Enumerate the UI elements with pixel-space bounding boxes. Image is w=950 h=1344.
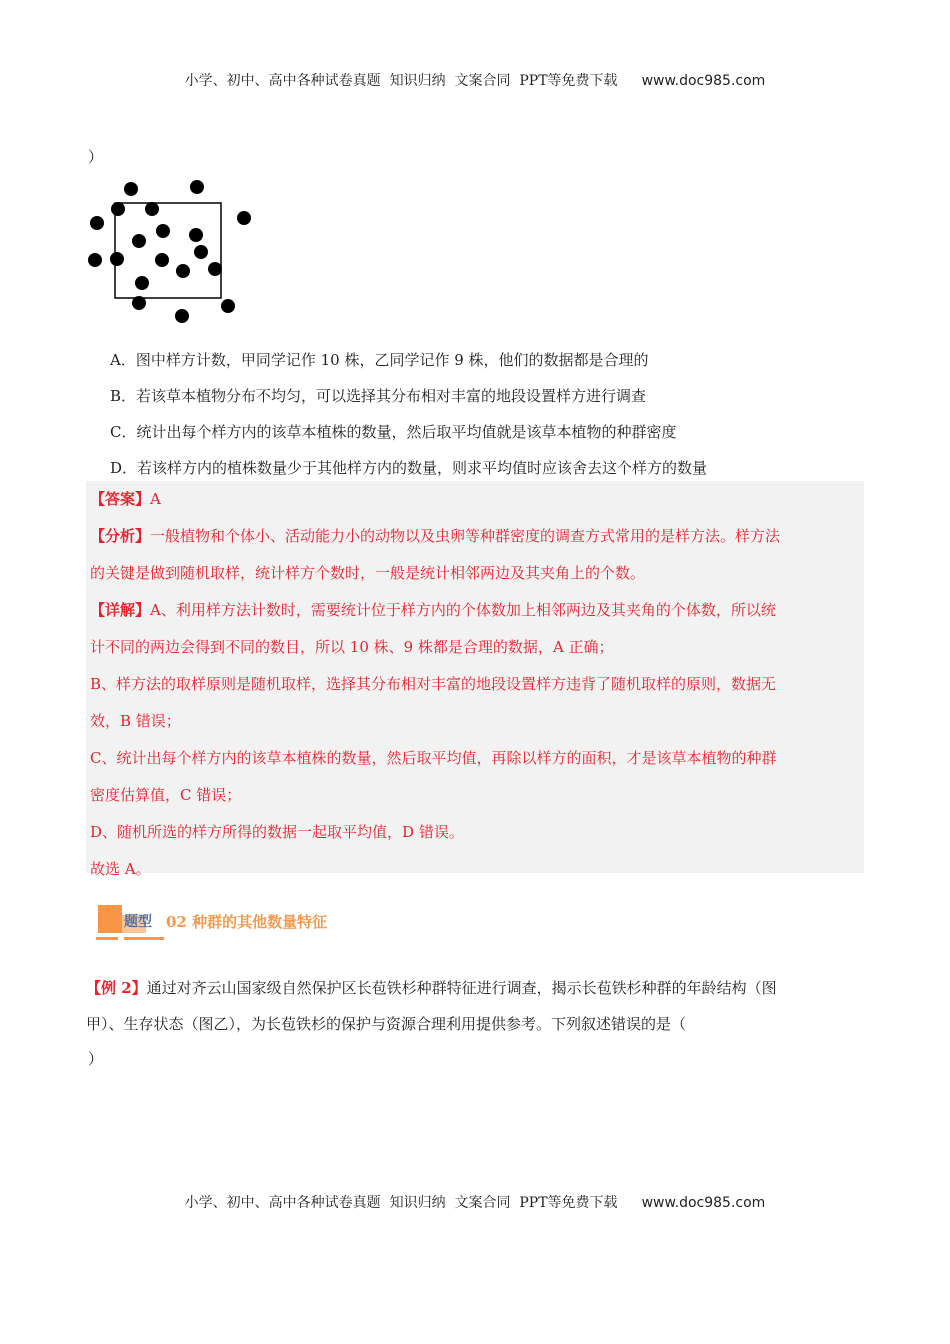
detail-line-3: B、样方法的取样原则是随机取样，选择其分布相对丰富的地段设置样方违背了随机取样的原则，数据无: [90, 675, 777, 693]
detail-line-4: 效，B 错误；: [90, 712, 181, 730]
footer-text: 小学、初中、高中各种试卷真题 知识归纳 文案合同 PPT等免费下载: [184, 1195, 618, 1211]
detail-line-7: D、随机所选的样方所得的数据一起取平均值，D 错误。: [90, 823, 464, 841]
page-footer: [0, 1192, 950, 1212]
header-text: 小学、初中、高中各种试卷真题 知识归纳 文案合同 PPT等免费下载: [184, 73, 618, 89]
plant-dot: [132, 234, 146, 248]
detail-line-2: 计不同的两边会得到不同的数目，所以 10 株、9 株都是合理的数据，A 正确；: [90, 638, 614, 656]
detail-line-5: C、统计出每个样方内的该草本植株的数量，然后取平均值，再除以样方的面积，才是该草本植物的种群: [90, 749, 777, 767]
answer-explanation: [86, 481, 864, 878]
example-line-3: ）: [88, 1050, 104, 1068]
answer-options: [110, 342, 870, 486]
section-underline-left: [96, 937, 118, 940]
plant-dot: [132, 296, 146, 310]
option-b[interactable]: B．若该草本植物分布不均匀，可以选择其分布相对丰富的地段设置样方进行调查: [110, 387, 647, 405]
final-answer: 故选 A。: [90, 860, 151, 878]
example-line-1: 通过对齐云山国家级自然保护区长苞铁杉种群特征进行调查，揭示长苞铁杉种群的年龄结构（图: [146, 979, 777, 997]
example-2-question: [86, 970, 864, 1042]
section-icon-block: [98, 905, 122, 933]
section-heading: [96, 903, 696, 943]
detail-line-6: 密度估算值，C 错误；: [90, 786, 242, 804]
option-a[interactable]: A．图中样方计数，甲同学记作 10 株，乙同学记作 9 株，他们的数据都是合理的: [110, 351, 649, 369]
section-label: 题型: [124, 914, 152, 930]
plant-dot: [111, 202, 125, 216]
analysis-line-1: 一般植物和个体小、活动能力小的动物以及虫卵等种群密度的调查方式常用的是样方法。样方法: [150, 527, 781, 545]
example-tag: 【例 2】: [86, 979, 147, 997]
option-d[interactable]: D．若该样方内的植株数量少于其他样方内的数量，则求平均值时应该舍去这个样方的数量: [110, 459, 708, 477]
plant-dot: [189, 228, 203, 242]
quadrat-figure: [84, 172, 264, 332]
plant-dot: [135, 276, 149, 290]
plant-dot: [124, 182, 138, 196]
header-url[interactable]: www.doc985.com: [641, 73, 766, 89]
answer-tag: 【答案】: [90, 490, 151, 508]
question-tail: ）: [88, 148, 104, 166]
section-underline-right: [124, 937, 164, 940]
plant-dot: [175, 309, 189, 323]
plant-dot: [176, 264, 190, 278]
option-c[interactable]: C．统计出每个样方内的该草本植株的数量，然后取平均值就是该草本植物的种群密度: [110, 423, 677, 441]
plant-dot: [190, 180, 204, 194]
plant-dot: [145, 202, 159, 216]
plant-dot: [110, 252, 124, 266]
plant-dot: [155, 253, 169, 267]
analysis-tag: 【分析】: [90, 527, 151, 545]
page-header: [0, 70, 950, 90]
section-title: 02 种群的其他数量特征: [166, 913, 328, 931]
footer-url[interactable]: www.doc985.com: [641, 1195, 766, 1211]
analysis-line-2: 的关键是做到随机取样，统计样方个数时，一般是统计相邻两边及其夹角上的个数。: [90, 564, 646, 582]
plant-dot: [88, 253, 102, 267]
plant-dot: [237, 211, 251, 225]
plant-dot: [208, 262, 222, 276]
answer-value: A: [150, 490, 161, 508]
plant-dot: [90, 216, 104, 230]
plant-dot: [221, 299, 235, 313]
plant-dot: [194, 245, 208, 259]
plant-dot: [156, 224, 170, 238]
detail-line-1: A、利用样方法计数时，需要统计位于样方内的个体数加上相邻两边及其夹角的个体数，所以统: [150, 601, 776, 619]
detail-tag: 【详解】: [90, 601, 151, 619]
example-line-2: 甲）、生存状态（图乙），为长苞铁杉的保护与资源合理利用提供参考。下列叙述错误的是（: [86, 1015, 687, 1033]
